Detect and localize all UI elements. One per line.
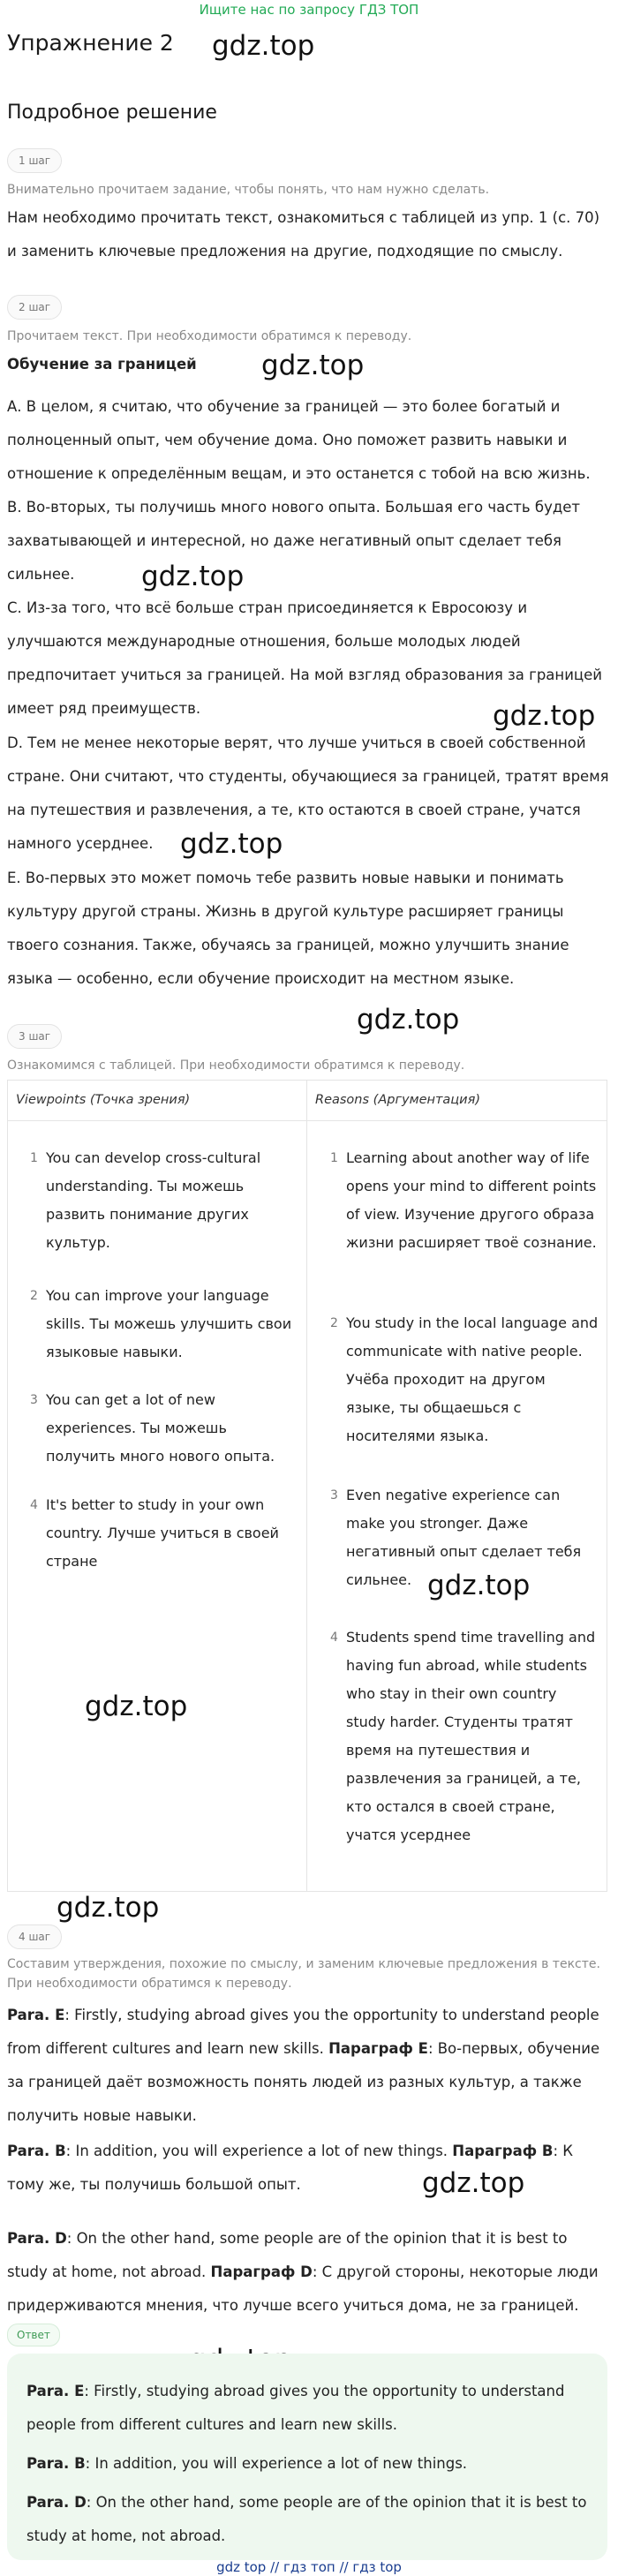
list-number: 4: [330, 1631, 338, 1645]
statement-para-d: [7, 2222, 609, 2323]
text-heading: Обучение за границей: [7, 356, 197, 373]
answer-para-b: [26, 2447, 592, 2481]
watermark: gdz.top: [57, 1892, 160, 1924]
step-badge: 1 шаг: [7, 148, 62, 173]
list-item: You study in the local language and communicate with native people. Учёба проходит на другом языке, ты общаешься с носителями языка.: [346, 1314, 599, 1444]
statement-en: : Firstly, studying abroad gives you the opportunity to understand people from different cultures and learn new skills.: [7, 2007, 599, 2057]
watermark: gdz.top: [493, 700, 596, 732]
para-tag-ru: Параграф В: [452, 2143, 554, 2159]
para-tag: Para. B: [7, 2143, 66, 2159]
statement-ru: : С другой стороны, некоторые люди придерживаются мнения, что лучше всего учиться дома, не за границей.: [7, 2263, 599, 2314]
watermark: gdz.top: [212, 30, 315, 62]
step-hint: Внимательно прочитаем задание, чтобы понять, что нам нужно сделать.: [7, 183, 490, 197]
footer-links[interactable]: gdz top // гдз топ // гдз top: [216, 2559, 402, 2575]
step-badge: 2 шаг: [7, 295, 62, 320]
paragraph-b: В. Во-вторых, ты получишь много нового опыта. Большая его часть будет захватывающей и интересной, но даже негативный опыт сделает тебя сильнее.: [7, 499, 581, 583]
step-badge: 4 шаг: [7, 1924, 62, 1949]
table-divider: [7, 1120, 607, 1121]
answer-text: : On the other hand, some people are of the opinion that it is best to study at home, not abroad.: [26, 2494, 587, 2544]
watermark: gdz.top: [85, 1691, 188, 1722]
top-banner[interactable]: Ищите нас по запросу ГДЗ ТОП: [199, 2, 419, 18]
list-item: Students spend time travelling and having fun abroad, while students who stay in their own country study harder. Студенты тратят время на путешествия и развлечения за границей, а те, кто остался в своей стране, учатся усерднее: [346, 1629, 596, 1843]
list-number: 4: [30, 1498, 38, 1512]
list-item: You can develop cross-cultural understanding. Ты можешь развить понимание других культур.: [46, 1149, 261, 1251]
statement-en: : On the other hand, some people are of the opinion that it is best to study at home, not abroad.: [7, 2230, 568, 2280]
watermark: gdz.top: [357, 1004, 460, 1036]
list-number: 1: [330, 1151, 338, 1165]
table-header-viewpoints: Viewpoints (Точка зрения): [16, 1093, 191, 1107]
watermark: gdz.top: [427, 1570, 531, 1601]
para-tag: Para. B: [26, 2455, 86, 2472]
step-badge: 3 шаг: [7, 1024, 62, 1049]
step-text: Нам необходимо прочитать текст, ознакомиться с таблицей из упр. 1 (с. 70) и заменить ключевые предложения на другие, подходящие по смыслу.: [7, 209, 600, 260]
watermark: gdz.top: [261, 350, 365, 381]
watermark: gdz.top: [422, 2167, 525, 2199]
list-item: It's better to study in your own country. Лучше учиться в своей стране: [46, 1496, 279, 1570]
paragraph-d: D. Тем не менее некоторые верят, что лучше учиться в своей собственной стране. Они считают, что студенты, обучающиеся за границей, тратят время на путешествия и развлечения, а те, кто остаются в своей стране, учатся намного усерднее.: [7, 734, 609, 852]
statement-ru: : Во-первых, обучение за границей даёт возможность понять людей из разных культур, а также получить новые навыки.: [7, 2040, 600, 2124]
para-tag-ru: Параграф Е: [328, 2040, 428, 2057]
answer-para-d: [26, 2486, 592, 2553]
statement-ru: : К тому же, ты получишь большой опыт.: [7, 2143, 573, 2193]
answer-para-e: [26, 2375, 592, 2442]
watermark: gdz.top: [141, 561, 245, 592]
paragraph-e: Е. Во-первых это может помочь тебе развить новые навыки и понимать культуру другой страны. Жизнь в другой культуре расширяет границы твоего сознания. Также, обучаясь за границей, можно улучшить знание языка — особенно, если обучение происходит на местном языке.: [7, 870, 569, 987]
statement-para-e: [7, 1999, 609, 2133]
list-number: 2: [330, 1316, 338, 1330]
list-number: 2: [30, 1289, 38, 1303]
page-title: Упражнение 2: [7, 30, 174, 56]
list-item: Even negative experience can make you stronger. Даже негативный опыт сделает тебя сильнее.: [346, 1487, 582, 1588]
paragraph-a: А. В целом, я считаю, что обучение за границей — это более богатый и полноценный опыт, чем обучение дома. Оно поможет развить навыки и отношение к определённым вещам, и это останется с тобой на всю жизнь.: [7, 398, 591, 482]
step-hint: Ознакомимся с таблицей. При необходимости обратимся к переводу.: [7, 1058, 465, 1073]
list-item: You can improve your language skills. Ты можешь улучшить свои языковые навыки.: [46, 1287, 292, 1360]
watermark: gdz.top: [180, 828, 283, 860]
paragraph-c: С. Из-за того, что всё больше стран присоединяется к Евросоюзу и улучшаются международные отношения, больше молодых людей предпочитает учиться за границей. На мой взгляд образования за границей имеет ряд преимуществ.: [7, 599, 603, 717]
list-number: 1: [30, 1151, 38, 1165]
list-item: You can get a lot of new experiences. Ты можешь получить много нового опыта.: [46, 1391, 275, 1465]
answer-badge: Ответ: [7, 2324, 60, 2346]
list-number: 3: [330, 1488, 338, 1503]
para-tag-ru: Параграф D: [210, 2263, 313, 2280]
table-header-reasons: Reasons (Аргументация): [315, 1093, 480, 1107]
statement-para-b: [7, 2135, 609, 2202]
answer-text: : In addition, you will experience a lot of new things.: [85, 2455, 468, 2472]
step-hint: Прочитаем текст. При необходимости обратимся к переводу.: [7, 329, 412, 343]
list-number: 3: [30, 1393, 38, 1407]
step-hint: Составим утверждения, похожие по смыслу, и заменим ключевые предложения в тексте. При необходимости обратимся к переводу.: [7, 1957, 600, 1991]
para-tag: Para. E: [7, 2007, 65, 2023]
table-divider: [306, 1080, 307, 1892]
list-item: Learning about another way of life opens your mind to different points of view. Изучение другого образа жизни расширяет твоё сознание.: [346, 1149, 597, 1251]
para-tag: Para. E: [26, 2383, 85, 2399]
para-tag: Para. D: [26, 2494, 87, 2511]
statement-en: : In addition, you will experience a lot of new things.: [65, 2143, 453, 2159]
para-tag: Para. D: [7, 2230, 67, 2247]
section-title: Подробное решение: [7, 102, 217, 124]
answer-text: : Firstly, studying abroad gives you the opportunity to understand people from different cultures and learn new skills.: [26, 2383, 565, 2433]
